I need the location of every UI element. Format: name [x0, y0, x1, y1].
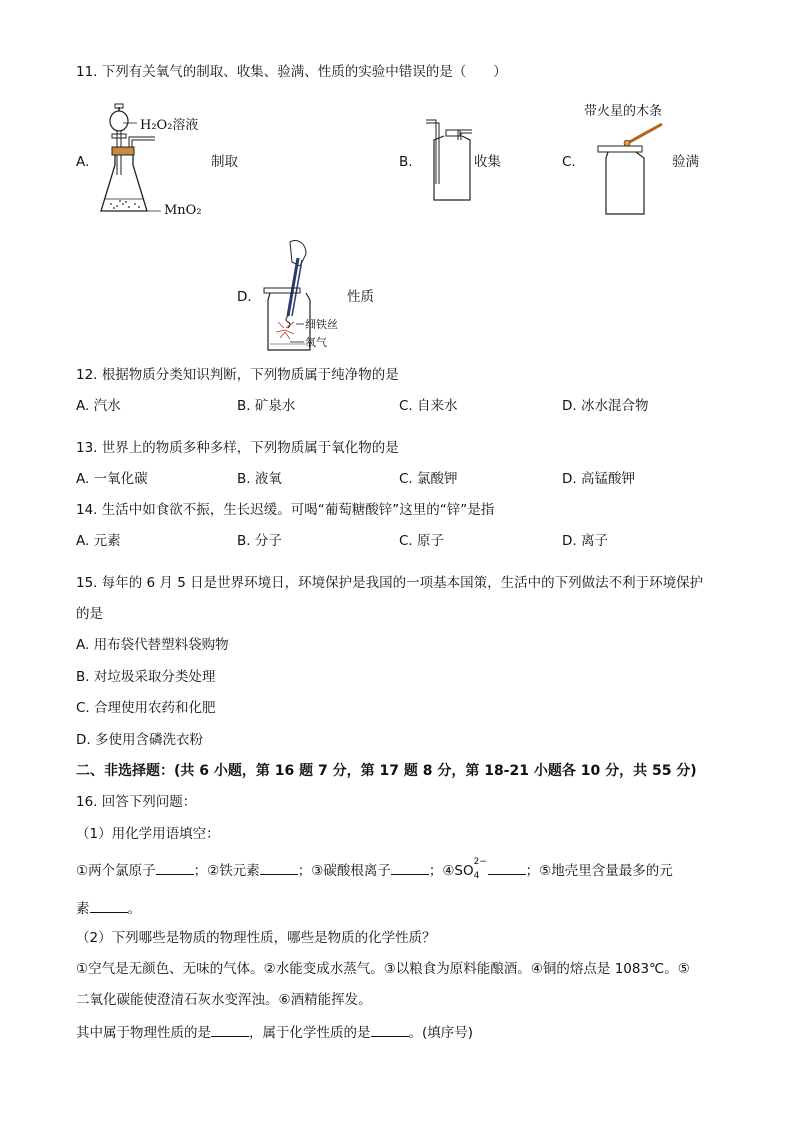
q16-part2-line1: ①空气是无颜色、无味的气体。②水能变成水蒸气。③以粮食为原料能酿酒。④铜的熔点是 1083℃。⑤ — [76, 961, 690, 977]
answer-blank[interactable] — [371, 1022, 409, 1037]
q15-option-a: A. 用布袋代替塑料袋购物 — [76, 637, 229, 653]
h2o2-label: H₂O₂溶液 — [140, 118, 199, 133]
glowing-splint-label: 带火星的木条 — [584, 104, 663, 119]
q16-part2-line2: 二氧化碳能使澄清石灰水变浑浊。⑥酒精能挥发。 — [76, 992, 372, 1008]
q16-stem: 16. 回答下列问题： — [76, 794, 197, 810]
q16-part2-question — [76, 1022, 473, 1042]
q12-option-c: C. 自来水 — [399, 398, 458, 414]
q11-option-c-caption: 验满 — [672, 154, 699, 170]
mno2-label: MnO₂ — [164, 203, 202, 218]
q15-option-b: B. 对垃圾采取分类处理 — [76, 669, 216, 685]
answer-blank[interactable] — [211, 1022, 249, 1037]
q12-option-b: B. 矿泉水 — [237, 398, 296, 414]
oxygen-label: 氧气 — [305, 336, 327, 349]
fill-instruction: 。(填序号) — [408, 1025, 474, 1041]
q16-p1-item3-text: ；③碳酸根离子 — [297, 863, 391, 879]
q16-p1-item5-text: ；⑤地壳里含量最多的元 — [525, 863, 673, 879]
sulfate-charge-subscript — [473, 857, 488, 881]
q16-p1-item5-cont: 素 — [76, 901, 90, 917]
answer-blank[interactable] — [391, 860, 429, 875]
answer-blank[interactable] — [156, 860, 194, 875]
q16-p1-item2-text: ；②铁元素 — [193, 863, 260, 879]
q15-stem-line2: 的是 — [76, 606, 103, 622]
answer-blank[interactable] — [488, 860, 526, 875]
q16-p1-item1-text: ①两个氯原子 — [76, 863, 156, 879]
q16-part1-line1 — [76, 857, 673, 881]
q14-option-c: C. 原子 — [399, 533, 445, 549]
iron-wire-label: 细铁丝 — [305, 318, 338, 331]
q16-part1-line2 — [76, 898, 141, 918]
charge-superscript: 2− — [473, 857, 487, 867]
q15-option-c: C. 合理使用农药和化肥 — [76, 700, 216, 716]
q11-option-a-caption: 制取 — [211, 154, 238, 170]
q12-option-a: A. 汽水 — [76, 398, 121, 414]
q15-stem-line1: 15. 每年的 6 月 5 日是世界环境日，环境保护是我国的一项基本国策，生活中的下列做法不利于环境保护 — [76, 575, 704, 591]
q14-option-d: D. 离子 — [562, 533, 608, 549]
q14-option-a: A. 元素 — [76, 533, 121, 549]
q14-stem: 14. 生活中如食欲不振，生长迟缓。可喝“葡萄糖酸锌”这里的“锌”是指 — [76, 502, 495, 518]
answer-blank[interactable] — [260, 860, 298, 875]
q11-option-c-letter: C. — [562, 154, 576, 170]
q16-part2-title: （2）下列哪些是物质的物理性质，哪些是物质的化学性质？ — [76, 930, 436, 946]
q16-part1-title: （1）用化学用语填空： — [76, 826, 220, 842]
chemical-property-prompt: ，属于化学性质的是 — [249, 1025, 371, 1041]
q15-option-d: D. 多使用含磷洗衣粉 — [76, 732, 203, 748]
atom-count-subscript: 4 — [473, 871, 480, 881]
q16-p1-end: 。 — [127, 901, 141, 917]
q12-option-d: D. 冰水混合物 — [562, 398, 649, 414]
q13-stem: 13. 世界上的物质多种多样，下列物质属于氧化物的是 — [76, 440, 399, 456]
q13-option-a: A. 一氧化碳 — [76, 471, 148, 487]
q13-option-b: B. 液氧 — [237, 471, 282, 487]
q12-stem: 12. 根据物质分类知识判断，下列物质属于纯净物的是 — [76, 367, 399, 383]
q11-option-d-caption: 性质 — [347, 289, 374, 305]
q14-option-b: B. 分子 — [237, 533, 282, 549]
q11-option-a-letter: A. — [76, 154, 90, 170]
q16-p1-item4-text: ；④SO — [428, 863, 474, 879]
q11-stem: 11. 下列有关氧气的制取、收集、验满、性质的实验中错误的是（ ） — [76, 64, 507, 80]
splint-bottle-figure — [596, 118, 668, 220]
section-2-heading: 二、非选择题：(共 6 小题，第 16 题 7 分，第 17 题 8 分，第 18-21 小题各 10 分，共 55 分) — [76, 763, 697, 779]
q11-option-d-letter: D. — [237, 289, 252, 305]
collection-bottle-figure — [424, 118, 474, 204]
answer-blank[interactable] — [90, 898, 128, 913]
q13-option-c: C. 氯酸钾 — [399, 471, 458, 487]
q11-option-b-letter: B. — [399, 154, 413, 170]
q13-option-d: D. 高锰酸钾 — [562, 471, 635, 487]
physical-property-prompt: 其中属于物理性质的是 — [76, 1025, 211, 1041]
q11-option-b-caption: 收集 — [474, 154, 501, 170]
